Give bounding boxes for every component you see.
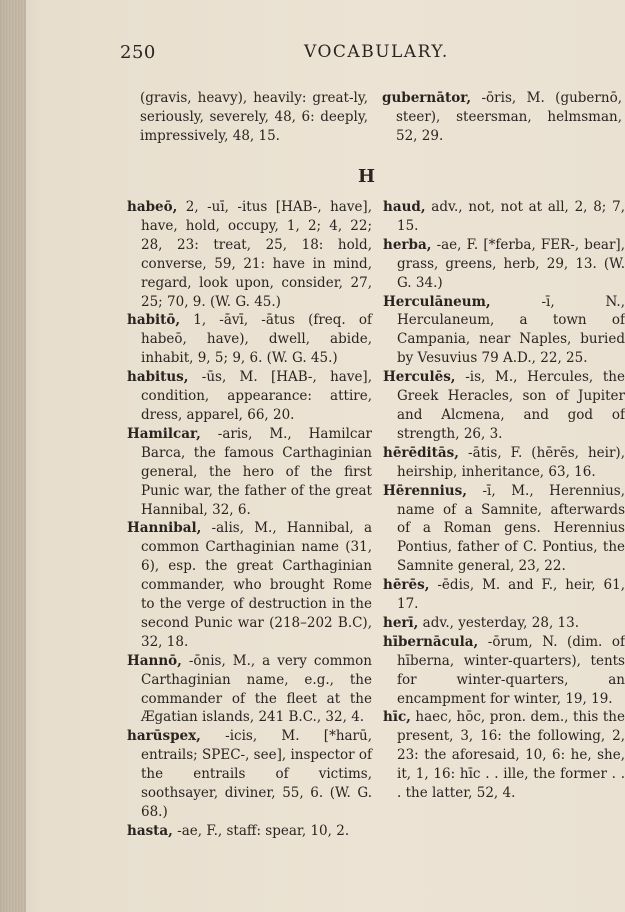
top-right-column (382, 89, 622, 146)
dictionary-entry (383, 368, 625, 444)
dictionary-entry (382, 89, 622, 146)
entry-text: -ae, F., staff: spear, 10, 2. (177, 822, 350, 839)
entry-headword: Herculāneum, (383, 293, 491, 310)
entry-headword: habitus, (127, 369, 189, 386)
entry-text: -ātis, F. (hērēs, heir), heirship, inheritance, 63, 16. (397, 444, 625, 480)
section-letter: H (358, 166, 376, 187)
dictionary-entry (127, 822, 372, 841)
dictionary-entry (383, 482, 625, 577)
entry-headword: habeō, (127, 199, 178, 215)
entry-text: -aris, M., Hamilcar Barca, the famous Carthaginian general, the hero of the first Punic war, the father of the great Hannibal, 32, 6. (141, 425, 372, 518)
entry-text: haec, hōc, pron. dem., this the present, 3, 16: the following, 2, 23: the aforesaid, 10, 6: he, she, it, 1, 16: hīc . . ille, the former . . . the latter, 52, 4. (397, 709, 625, 802)
entry-headword: Herculēs, (383, 369, 456, 386)
entry-text: -ōnis, M., a very common Carthaginian name, e.g., the commander of the fleet at the Ægatian islands, 241 B.C., 32, 4. (141, 652, 372, 726)
dictionary-entry (383, 236, 625, 293)
entry-text: adv., yesterday, 28, 13. (422, 614, 579, 631)
entry-text: adv., not, not at all, 2, 8; 7, 15. (397, 199, 625, 234)
entry-headword: habitō, (127, 312, 181, 329)
entry-headword: Hannibal, (127, 520, 202, 537)
left-column (127, 198, 372, 841)
dictionary-entry (127, 425, 372, 520)
entry-text: -alis, M., Hannibal, a common Carthaginian name (31, 6), esp. the great Carthaginian commander, who brought Rome to the verge of destruction in the second Punic war (218–202 B.C), 32, 18. (141, 520, 372, 650)
dictionary-entry (383, 576, 625, 614)
dictionary-entry (383, 293, 625, 369)
dictionary-entry (383, 633, 625, 709)
entry-headword: Hērennius, (383, 482, 467, 499)
entry-headword: harūspex, (127, 728, 201, 745)
entry-headword: Hamilcar, (127, 425, 201, 442)
entry-text: -ōrum, N. (dim. of hīberna, winter-quarters), tents for winter-quarters, an encampment for winter, 19, 19. (397, 633, 625, 707)
dictionary-entry (127, 311, 372, 368)
entry-text: -icis, M. [*harū, entrails; SPEC-, see], inspector of the entrails of victims, soothsayer, diviner, 55, 6. (W. G. 68.) (141, 728, 372, 820)
dictionary-entry (127, 652, 372, 728)
entry-text: -ī, N., Herculaneum, a town of Campania, near Naples, buried by Vesuvius 79 A.D., 22, 25. (397, 293, 625, 367)
dictionary-entry (127, 368, 372, 425)
entry-headword: hērēs, (383, 577, 430, 594)
entry-headword: hībernācula, (383, 633, 479, 650)
dictionary-entry (383, 444, 625, 482)
entry-text: -ēdis, M. and F., heir, 61, 17. (397, 577, 625, 613)
entry-headword: hērēditās, (383, 444, 459, 461)
page-number: 250 (120, 42, 156, 63)
right-column (383, 198, 625, 803)
entry-text: 1, -āvī, -ātus (freq. of habeō, have), dwell, abide, inhabit, 9, 5; 9, 6. (W. G. 45.) (141, 312, 372, 367)
running-title: VOCABULARY. (304, 42, 449, 62)
entry-text: (gravis, heavy), heavily: great-ly, seriously, severely, 48, 6: deeply, impressively, 48, 15. (140, 90, 368, 144)
dictionary-entry (127, 519, 372, 651)
dictionary-entry (127, 198, 372, 311)
entry-text: -ae, F. [*ferba, FER-, bear], grass, greens, herb, 29, 13. (W. G. 34.) (397, 236, 625, 291)
entry-text: -ōris, M. (gubernō, steer), steersman, helmsman, 52, 29. (396, 90, 622, 144)
entry-headword: haud, (383, 199, 426, 215)
dictionary-entry (383, 198, 625, 236)
entry-headword: herba, (383, 236, 432, 253)
entry-headword: gubernātor, (382, 90, 472, 106)
entry-headword: Hannō, (127, 652, 182, 669)
dictionary-entry (383, 614, 625, 633)
entry-headword: hasta, (127, 822, 173, 839)
entry-text: -ūs, M. [HAB-, have], condition, appearance: attire, dress, apparel, 66, 20. (141, 369, 372, 423)
entry-text: -ī, M., Herennius, name of a Samnite, afterwards of a Roman gens. Herennius Pontius, father of C. Pontius, the Samnite general, 23, 22. (397, 482, 625, 575)
entry-headword: hīc, (383, 709, 411, 726)
entry-text: -is, M., Hercules, the Greek Heracles, son of Jupiter and Alcmena, and god of strength, 26, 3. (397, 369, 625, 442)
entry-text: 2, -uī, -itus [HAB-, have], have, hold, occupy, 1, 2; 4, 22; 28, 23: treat, 25, 18: hold, converse, 59, 21: have in mind, regard, look upon, consider, 27, 25; 70, 9. (W. G. 45.) (141, 199, 372, 310)
page-gutter (0, 0, 26, 912)
dictionary-entry (383, 708, 625, 803)
dictionary-entry (127, 727, 372, 822)
continued-entry-column (140, 89, 368, 146)
entry-headword: herī, (383, 614, 419, 631)
page-header (0, 42, 625, 66)
continued-entry (140, 89, 368, 146)
